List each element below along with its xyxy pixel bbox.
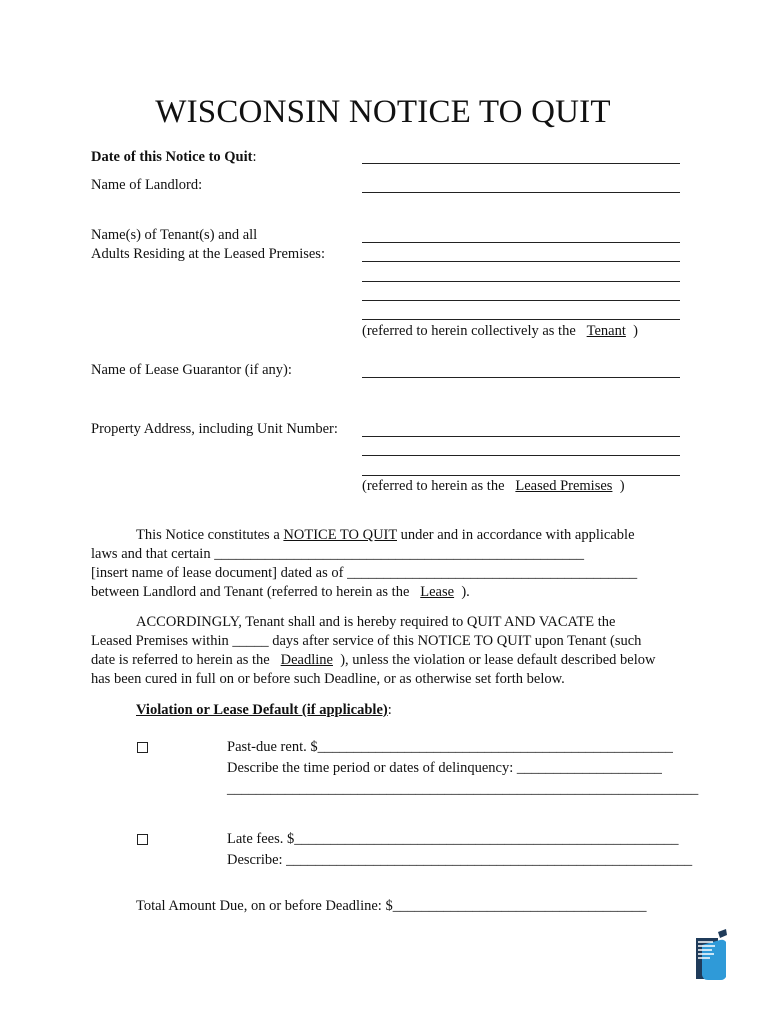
- late-fees-line2: Describe: ________________________________________________________: [227, 852, 693, 868]
- tenant-input-line-5[interactable]: [362, 319, 680, 320]
- past-due-rent-checkbox[interactable]: [137, 742, 148, 753]
- tenant-input-line-4[interactable]: [362, 300, 680, 301]
- notice-p1-line1: [136, 527, 635, 544]
- late-fees-line1: Late fees. $_____________________________________________________: [227, 831, 679, 847]
- notice-p1-text-b: under and in accordance with applicable: [396, 527, 635, 543]
- deadline-term: Deadline: [280, 652, 333, 668]
- notice-p1-text-a: This Notice constitutes a: [136, 527, 284, 543]
- notice-p2-line3: [91, 652, 656, 669]
- date-label-colon: :: [252, 149, 257, 165]
- violation-heading-text: Violation or Lease Default (if applicable): [136, 702, 388, 718]
- landlord-label: Name of Landlord:: [91, 177, 203, 193]
- address-note-post: ): [619, 478, 625, 494]
- late-fees-checkbox[interactable]: [137, 834, 148, 845]
- document-title: WISCONSIN NOTICE TO QUIT: [155, 94, 611, 130]
- notice-p1-line4-b: ).: [461, 584, 470, 600]
- violation-heading: [136, 702, 392, 719]
- address-note-term: Leased Premises: [515, 478, 613, 494]
- address-note: [362, 478, 625, 495]
- date-input-line[interactable]: [362, 163, 680, 164]
- tenant-note-post: ): [633, 323, 638, 339]
- date-label-text: Date of this Notice to Quit: [91, 149, 253, 165]
- tenant-input-line-1[interactable]: [362, 242, 680, 243]
- notice-p2-line1: ACCORDINGLY, Tenant shall and is hereby required to QUIT AND VACATE the: [136, 614, 616, 630]
- notice-p1-line3: [insert name of lease document] dated as of ________________________________________: [91, 565, 638, 581]
- tenant-input-line-2[interactable]: [362, 261, 680, 262]
- address-note-pre: (referred to herein as the: [362, 478, 505, 494]
- notice-p2-line3-a: date is referred to herein as the: [91, 652, 270, 668]
- landlord-input-line[interactable]: [362, 192, 680, 193]
- notice-p1-line4: [91, 584, 470, 601]
- guarantor-label: Name of Lease Guarantor (if any):: [91, 362, 292, 378]
- violation-heading-colon: :: [387, 702, 392, 718]
- notice-p2-line2: Leased Premises within _____ days after service of this NOTICE TO QUIT upon Tenant (such: [91, 633, 642, 649]
- tenant-input-line-3[interactable]: [362, 281, 680, 282]
- date-field-label: [91, 149, 257, 166]
- lease-term: Lease: [420, 584, 455, 600]
- guarantor-input-line[interactable]: [362, 377, 680, 378]
- notice-p1-line4-a: between Landlord and Tenant (referred to herein as the: [91, 584, 410, 600]
- notice-p2-line3-b: ), unless the violation or lease default described below: [340, 652, 656, 668]
- total-amount-due: Total Amount Due, on or before Deadline: $___________________________________: [136, 898, 647, 914]
- past-due-rent-line1: Past-due rent. $_________________________________________________: [227, 739, 673, 755]
- tenant-label-line2: Adults Residing at the Leased Premises:: [91, 246, 325, 262]
- tenant-label-line1: Name(s) of Tenant(s) and all: [91, 227, 258, 243]
- notice-to-quit-term: NOTICE TO QUIT: [283, 527, 397, 543]
- past-due-rent-line3: _________________________________________________________________: [227, 781, 699, 797]
- tenant-note: [362, 323, 638, 340]
- tenant-note-term: Tenant: [586, 323, 626, 339]
- address-input-line-1[interactable]: [362, 436, 680, 437]
- address-input-line-3[interactable]: [362, 475, 680, 476]
- notice-p1-line2: laws and that certain ___________________________________________________: [91, 546, 584, 562]
- document-logo-icon: [694, 929, 728, 981]
- notice-p2-line4: has been cured in full on or before such Deadline, or as otherwise set forth below.: [91, 671, 565, 687]
- address-input-line-2[interactable]: [362, 455, 680, 456]
- past-due-rent-line2: Describe the time period or dates of delinquency: ____________________: [227, 760, 662, 776]
- tenant-note-pre: (referred to herein collectively as the: [362, 323, 576, 339]
- address-label: Property Address, including Unit Number:: [91, 421, 338, 437]
